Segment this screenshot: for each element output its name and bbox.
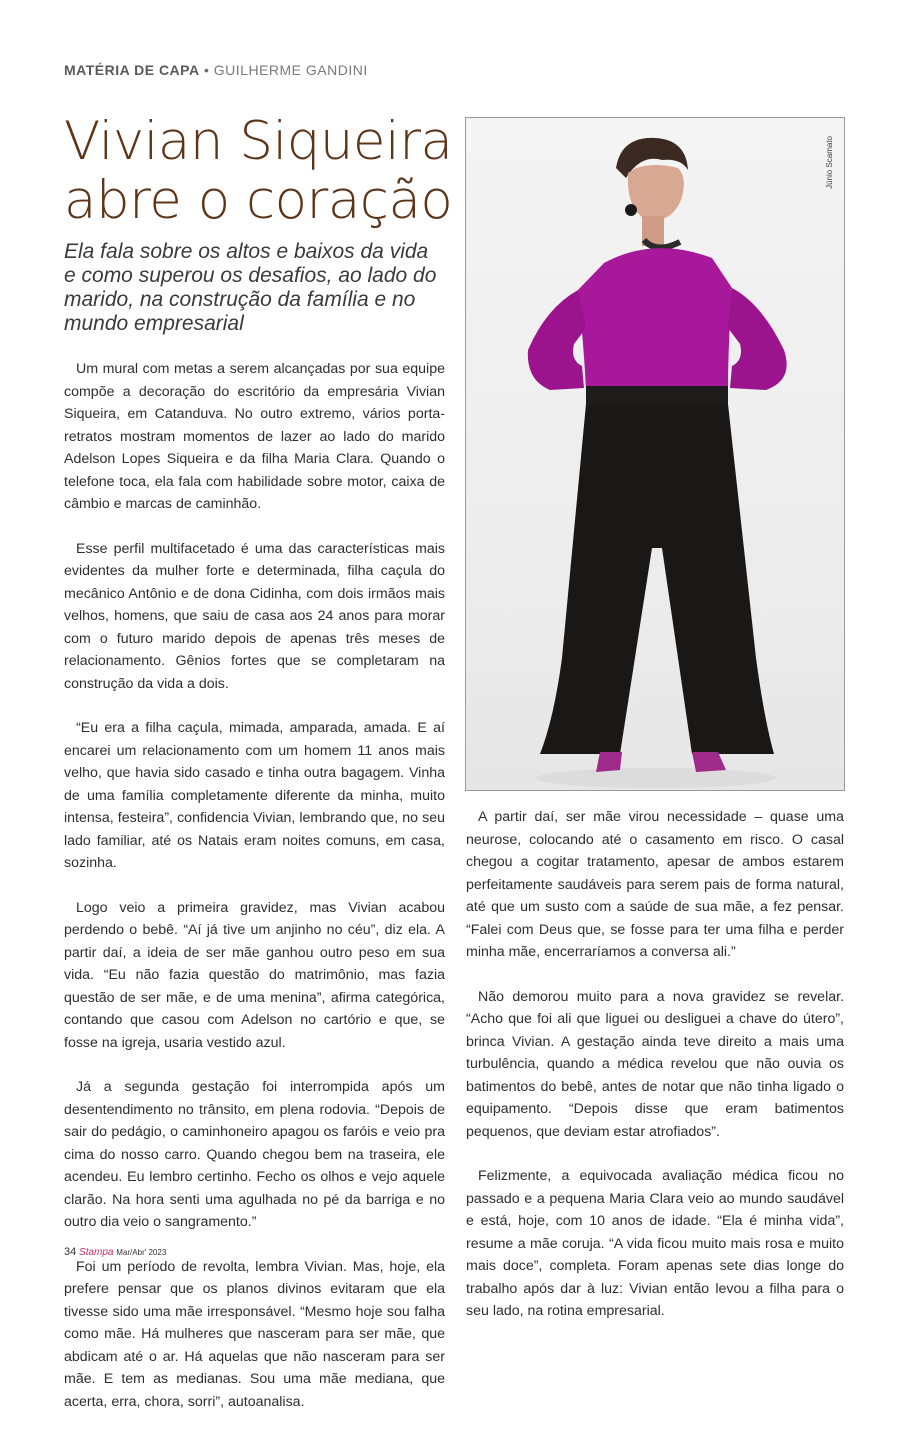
article-subtitle: Ela fala sobre os altos e baixos da vida e como superou os desafios, ao lado do marido, na construção da família e no mundo empresarial bbox=[64, 240, 437, 335]
paragraph: Já a segunda gestação foi interrompida após um desentendimento no trânsito, em plena rodovia. “Depois de sair do pedágio, o caminhoneiro apagou os faróis e veio pra cima do nosso carro. Quando chegou bem na traseira, ele acendeu. Eu lembro certinho. Fecho os olhos e vejo aquele clarão. Na hora senti uma agulhada no pé da barriga e no outro dia veio o sangramento.” bbox=[64, 1079, 445, 1230]
paragraph: Não demorou muito para a nova gravidez se revelar. “Acho que foi ali que liguei ou desliguei a chave do útero”, brinca Vivian. A gestação ainda teve direito a mais uma turbulência, quando a médica revelou que não ouvia os batimentos do bebê, antes de notar que não tinha ligado o equipamento. “Depois disse que eram batimentos pequenos, que deviam estar atrofiados”. bbox=[466, 988, 844, 1140]
cover-photo bbox=[465, 117, 845, 791]
paragraph: Felizmente, a equivocada avaliação médica ficou no passado e a pequena Maria Clara veio ao mundo saudável e está, hoje, com 10 anos de idade. “Ela é minha vida”, resume a mãe coruja. “A vida ficou muito mais rosa e muito mais doce”, completa. Foram apenas sete dias longe do trabalho após dar à luz: Vivian então levou a filha para o seu lado, na rotina empresarial. bbox=[466, 1168, 844, 1319]
photo-credit: Júnio Scamato bbox=[825, 136, 834, 189]
title-line-1: Vivian Siqueira bbox=[64, 111, 453, 172]
left-column bbox=[64, 358, 445, 1435]
paragraph: Um mural com metas a serem alcançadas por sua equipe compõe a decoração do escritório da empresária Vivian Siqueira, em Catanduva. No outro extremo, vários porta-retratos mostram momentos de lazer ao lado do marido Adelson Lopes Siqueira e da filha Maria Clara. Quando o telefone toca, ela fala com habilidade sobre motor, caixa de câmbio e marcas de caminhão. bbox=[64, 361, 445, 512]
article-title bbox=[64, 112, 464, 230]
title-line-2: abre o coração bbox=[64, 170, 453, 231]
paragraph: Foi um período de revolta, lembra Vivian. Mas, hoje, ela prefere pensar que os planos divinos evitaram que ela tivesse sido uma mãe irresponsável. “Mesmo hoje sou falha como mãe. Há mulheres que nasceram para ser mãe, que abdicam até o ar. Há aquelas que não nasceram para ser mãe. E tem as medianas. Sou uma mãe mediana, que acerta, erra, chora, sorri”, autoanalisa. bbox=[64, 1258, 445, 1410]
section-label: MATÉRIA DE CAPA bbox=[64, 62, 200, 78]
kicker-separator: • bbox=[203, 62, 210, 78]
woman-portrait-illustration bbox=[466, 118, 846, 792]
edition-date: Mar/Abr' 2023 bbox=[116, 1248, 167, 1257]
paragraph: A partir daí, ser mãe virou necessidade – quase uma neurose, colocando até o casamento em risco. O casal chegou a cogitar tratamento, apesar de ambos estarem perfeitamente saudáveis para serem pais de forma natural, até que um susto com a saúde de sua mãe, a fez pensar. “Falei com Deus que, se fosse para ter uma filha e perder minha mãe, encerraríamos a conversa ali.” bbox=[466, 809, 844, 960]
magazine-name: Stampa bbox=[79, 1247, 114, 1258]
right-column bbox=[466, 806, 844, 1345]
page-footer bbox=[64, 1246, 166, 1258]
section-kicker bbox=[64, 62, 368, 78]
paragraph: Esse perfil multifacetado é uma das características mais evidentes da mulher forte e determinada, filha caçula do mecânico Antônio e de dona Cidinha, com dois irmãos mais velhos, homens, que saiu de casa aos 24 anos para morar com o futuro marido depois de apenas três meses de relacionamento. Gênios fortes que se completaram na construção da vida a dois. bbox=[64, 540, 445, 692]
paragraph: “Eu era a filha caçula, mimada, amparada, amada. E aí encarei um relacionamento com um homem 11 anos mais velho, que havia sido casado e tinha outra bagagem. Vinha de uma família completamente diferente da minha, muito intensa, festeira”, confidencia Vivian, lembrando que, no seu lado familiar, até os Natais eram noites comuns, em casa, sozinha. bbox=[64, 720, 445, 871]
paragraph: Logo veio a primeira gravidez, mas Vivian acabou perdendo o bebê. “Aí já tive um anjinho no céu”, diz ela. A partir daí, a ideia de ser mãe ganhou outro peso em sua vida. “Eu não fazia questão do matrimônio, mas fazia questão de ser mãe, e de uma menina”, afirma categórica, contando que casou com Adelson no cartório e que, se fosse na igreja, usaria vestido azul. bbox=[64, 899, 445, 1051]
page-number: 34 bbox=[64, 1246, 77, 1258]
author-name: GUILHERME GANDINI bbox=[213, 62, 368, 78]
